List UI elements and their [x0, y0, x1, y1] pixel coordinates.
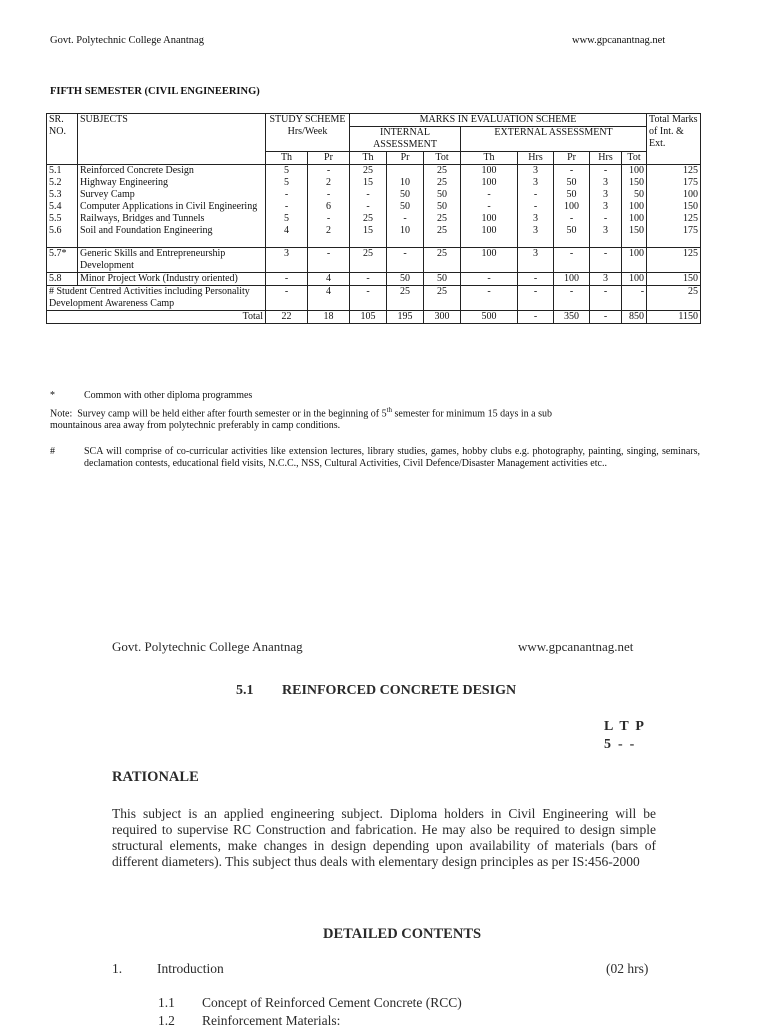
row-cell: 15 [350, 225, 387, 237]
row-cell: - [590, 165, 622, 178]
total-cell: 1150 [647, 311, 701, 324]
subject-number: 5.1 [236, 683, 254, 698]
note-text: Survey camp will be held either after fourth semester or in the beginning of 5 [77, 408, 387, 420]
rationale-heading: RATIONALE [112, 769, 199, 785]
total-cell: 195 [387, 311, 424, 324]
row-sr: 5.4 [47, 201, 78, 213]
table-row [47, 189, 701, 201]
row-cell: 15 [350, 177, 387, 189]
col-header-study-scheme: STUDY SCHEME Hrs/Week [266, 114, 350, 152]
section-number: 1. [112, 961, 123, 976]
row-cell: 50 [554, 177, 590, 189]
row-cell: - [266, 273, 308, 286]
spacer-cell [590, 237, 622, 248]
note-text-line2: mountainous area away from polytechnic preferably in camp conditions. [50, 420, 341, 432]
ltp-values: 5 - - [604, 737, 635, 752]
col-header-sr: SR. NO. [47, 114, 78, 165]
row-cell: 100 [622, 201, 647, 213]
row-cell: 3 [518, 225, 554, 237]
row-cell: 125 [647, 213, 701, 225]
subheader-cell: Pr [308, 152, 350, 165]
spacer-cell [622, 237, 647, 248]
page-header-url: www.gpcanantnag.net [518, 639, 634, 654]
table-row [47, 225, 701, 237]
row-cell: 25 [350, 248, 387, 273]
row-cell: 6 [308, 201, 350, 213]
row-cell: 25 [350, 165, 387, 178]
evaluation-scheme-table [46, 113, 701, 324]
col-header-external: EXTERNAL ASSESSMENT [461, 127, 647, 152]
row-subject: # Student Centred Activities including Personality Development Awareness Camp [47, 286, 266, 311]
row-cell: 3 [266, 248, 308, 273]
row-cell: 25 [424, 248, 461, 273]
row-cell: 100 [461, 165, 518, 178]
row-cell: 25 [350, 213, 387, 225]
total-cell: 350 [554, 311, 590, 324]
spacer-cell [424, 237, 461, 248]
row-cell: 50 [622, 189, 647, 201]
row-cell: 50 [424, 273, 461, 286]
row-cell: 3 [590, 201, 622, 213]
row-subject: Survey Camp [78, 189, 266, 201]
table-row [47, 273, 701, 286]
row-cell: - [554, 248, 590, 273]
row-cell: 150 [622, 177, 647, 189]
row-cell: - [554, 286, 590, 311]
row-cell: 3 [518, 248, 554, 273]
ltp-heading: L T P [604, 719, 644, 734]
star-note: Common with other diploma programmes [84, 390, 253, 401]
row-cell: 50 [554, 225, 590, 237]
table-row [47, 165, 701, 178]
row-cell: - [350, 189, 387, 201]
row-cell: - [308, 248, 350, 273]
row-sr: 5.6 [47, 225, 78, 237]
row-cell: - [266, 189, 308, 201]
row-cell: 50 [387, 273, 424, 286]
row-cell: 25 [424, 225, 461, 237]
row-cell: 100 [554, 201, 590, 213]
row-subject: Minor Project Work (Industry oriented) [78, 273, 266, 286]
semester-title: FIFTH SEMESTER (CIVIL ENGINEERING) [50, 86, 260, 97]
spacer-cell [461, 237, 518, 248]
row-cell: - [266, 286, 308, 311]
row-cell: 25 [424, 213, 461, 225]
row-cell: 150 [647, 201, 701, 213]
spacer-cell [308, 237, 350, 248]
row-cell: 3 [518, 213, 554, 225]
row-cell: 100 [554, 273, 590, 286]
rationale-text: This subject is an applied engineering subject. Diploma holders in Civil Engineering will be required to supervise RC Construction and fabrication. He may also be required to design simple structural elements, make changes in design depending upon availability of materials (bars of different diameters). This subject thus deals with elementary design principles as per IS:456-2000 [112, 806, 656, 869]
spacer-row [47, 237, 701, 248]
item-text: Reinforcement Materials: [202, 1013, 341, 1028]
subheader-cell: Th [266, 152, 308, 165]
table-row [47, 201, 701, 213]
page-header-left: Govt. Polytechnic College Anantnag [50, 35, 204, 46]
spacer-cell [78, 237, 266, 248]
row-cell: - [350, 273, 387, 286]
page-header-url: www.gpcanantnag.net [572, 35, 666, 46]
row-cell: - [387, 213, 424, 225]
spacer-cell [518, 237, 554, 248]
total-cell: 300 [424, 311, 461, 324]
col-header-total: Total Marks of Int. & Ext. [647, 114, 701, 165]
row-sr: 5.5 [47, 213, 78, 225]
subheader-cell: Hrs [590, 152, 622, 165]
sca-note: SCA will comprise of co-curricular activities like extension lectures, library studies, games, hobby clubs e.g. photography, painting, singing, seminars, declamation contests, educational field visits, N.C.C., NSS, Cultural Activities, Civil Defence/Disaster Management activities etc.. [84, 446, 700, 469]
row-cell: 25 [424, 165, 461, 178]
total-cell: 18 [308, 311, 350, 324]
row-cell: 100 [647, 189, 701, 201]
row-cell: 150 [647, 273, 701, 286]
row-cell: - [518, 273, 554, 286]
total-cell: 500 [461, 311, 518, 324]
star-mark: * [50, 390, 55, 401]
row-cell: 3 [590, 177, 622, 189]
col-header-internal: INTERNAL ASSESSMENT [350, 127, 461, 152]
row-cell: - [518, 201, 554, 213]
subheader-cell: Hrs [518, 152, 554, 165]
row-sr: 5.1 [47, 165, 78, 178]
row-cell: 3 [518, 165, 554, 178]
row-cell: 5 [266, 165, 308, 178]
section-hours: (02 hrs) [606, 961, 649, 976]
spacer-cell [350, 237, 387, 248]
subject-title: REINFORCED CONCRETE DESIGN [282, 683, 517, 698]
row-cell: - [308, 213, 350, 225]
spacer-cell [47, 237, 78, 248]
total-cell: - [590, 311, 622, 324]
row-subject: Generic Skills and Entrepreneurship Development [78, 248, 266, 273]
row-cell: 25 [647, 286, 701, 311]
hash-mark: # [50, 446, 55, 457]
row-subject: Computer Applications in Civil Engineering [78, 201, 266, 213]
total-cell: 850 [622, 311, 647, 324]
row-cell: 25 [387, 286, 424, 311]
subheader-cell: Th [461, 152, 518, 165]
row-cell: 50 [387, 189, 424, 201]
table-header-row [47, 114, 701, 127]
row-cell: 100 [461, 213, 518, 225]
row-cell: - [461, 273, 518, 286]
row-cell: 100 [622, 165, 647, 178]
note-label: Note: [50, 408, 73, 420]
row-subject: Railways, Bridges and Tunnels [78, 213, 266, 225]
row-cell: - [266, 201, 308, 213]
row-cell: 100 [461, 177, 518, 189]
table-row-sca [47, 286, 701, 311]
row-cell: 3 [590, 225, 622, 237]
row-sr: 5.3 [47, 189, 78, 201]
spacer-cell [647, 237, 701, 248]
subheader-cell: Pr [387, 152, 424, 165]
row-cell: - [518, 189, 554, 201]
total-label: Total [47, 311, 266, 324]
row-cell: - [554, 165, 590, 178]
row-cell: 100 [622, 273, 647, 286]
total-cell: - [518, 311, 554, 324]
total-cell: 105 [350, 311, 387, 324]
row-cell: 5 [266, 177, 308, 189]
note-text-end: semester for minimum 15 days in a sub [392, 408, 553, 420]
row-cell: - [622, 286, 647, 311]
col-header-subjects: SUBJECTS [78, 114, 266, 165]
row-subject: Soil and Foundation Engineering [78, 225, 266, 237]
row-sr: 5.8 [47, 273, 78, 286]
row-cell: 4 [308, 273, 350, 286]
row-cell: - [590, 286, 622, 311]
row-subject: Reinforced Concrete Design [78, 165, 266, 178]
row-cell: 4 [266, 225, 308, 237]
row-cell: 125 [647, 165, 701, 178]
row-sr: 5.7* [47, 248, 78, 273]
table-row [47, 248, 701, 273]
row-cell: 175 [647, 177, 701, 189]
row-cell: 100 [461, 248, 518, 273]
table-row [47, 213, 701, 225]
subheader-cell: Tot [622, 152, 647, 165]
row-cell: 2 [308, 225, 350, 237]
row-cell: 25 [424, 177, 461, 189]
row-cell: 3 [518, 177, 554, 189]
row-cell: 50 [424, 189, 461, 201]
note-superscript: th [386, 406, 393, 414]
row-cell: 10 [387, 225, 424, 237]
row-cell: - [350, 286, 387, 311]
contents-heading: DETAILED CONTENTS [323, 926, 482, 942]
survey-note [50, 404, 700, 432]
row-cell: - [590, 213, 622, 225]
item-number: 1.2 [158, 1013, 175, 1028]
subheader-cell: Pr [554, 152, 590, 165]
row-cell: - [387, 248, 424, 273]
subheader-cell: Th [350, 152, 387, 165]
spacer-cell [387, 237, 424, 248]
row-cell: 175 [647, 225, 701, 237]
row-cell: 150 [622, 225, 647, 237]
item-text: Concept of Reinforced Cement Concrete (RCC) [202, 995, 462, 1010]
row-cell: - [350, 201, 387, 213]
row-cell: 100 [622, 248, 647, 273]
row-cell: - [518, 286, 554, 311]
row-cell: - [308, 189, 350, 201]
col-header-marks: MARKS IN EVALUATION SCHEME [350, 114, 647, 127]
row-cell: 100 [622, 213, 647, 225]
row-cell: 50 [554, 189, 590, 201]
row-cell: - [308, 165, 350, 178]
row-cell: 3 [590, 189, 622, 201]
row-cell: 25 [424, 286, 461, 311]
row-cell: 125 [647, 248, 701, 273]
row-cell [387, 165, 424, 178]
spacer-cell [554, 237, 590, 248]
row-cell: 4 [308, 286, 350, 311]
spacer-cell [266, 237, 308, 248]
row-sr: 5.2 [47, 177, 78, 189]
table-row-total [47, 311, 701, 324]
row-cell: - [461, 286, 518, 311]
row-cell: 50 [387, 201, 424, 213]
row-cell: - [461, 189, 518, 201]
subheader-cell: Tot [424, 152, 461, 165]
row-cell: 50 [424, 201, 461, 213]
total-cell: 22 [266, 311, 308, 324]
row-cell: 2 [308, 177, 350, 189]
row-cell: 100 [461, 225, 518, 237]
row-cell: 3 [590, 273, 622, 286]
row-cell: - [461, 201, 518, 213]
row-cell: - [590, 248, 622, 273]
row-cell: 10 [387, 177, 424, 189]
page-header-left: Govt. Polytechnic College Anantnag [112, 639, 303, 654]
row-cell: - [554, 213, 590, 225]
row-cell: 5 [266, 213, 308, 225]
table-row [47, 177, 701, 189]
item-number: 1.1 [158, 995, 175, 1010]
row-subject: Highway Engineering [78, 177, 266, 189]
section-title: Introduction [157, 961, 224, 976]
